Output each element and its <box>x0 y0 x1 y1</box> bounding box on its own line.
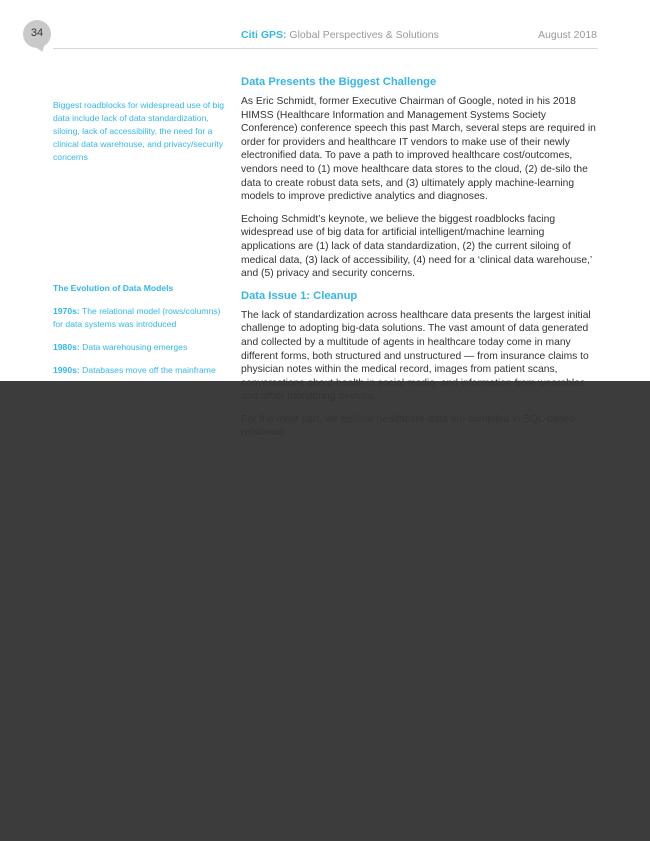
header-publication: Global Perspectives & Solutions <box>286 29 439 41</box>
sidebar-callout: Biggest roadblocks for widespread use of big data include lack of data standardization, siloing, lack of accessibility, the need for a clinical data warehouse, and privacy/security concerns <box>53 100 225 162</box>
section-heading: Data Presents the Biggest Challenge <box>241 76 437 88</box>
header-divider <box>53 48 598 49</box>
header-date: August 2018 <box>538 29 597 41</box>
timeline-item: 1990s: Databases move off the mainframe <box>53 365 216 375</box>
sidebar-timeline <box>53 282 231 387</box>
body-paragraph: As Eric Schmidt, former Executive Chairman of Google, noted in his 2018 HIMSS (Healthcare Information and Management Systems Society Conference) conference speech this past March, several steps are required in order for providers and healthcare IT vendors to make use of their newly electronified data. To pave a path to improved healthcare cost/outcomes, vendors need to (1) move healthcare data stores to the cloud, (2) de-silo the data to create robust data sets, and (3) ultimately apply machine-learning models to improve predictive analytics and diagnoses. <box>241 96 596 203</box>
body-paragraph: For the most part, we believe healthcare data are compiled in SQL-based relational <box>241 413 576 439</box>
section-heading: Data Issue 1: Cleanup <box>241 289 358 302</box>
timeline-title: The Evolution of Data Models <box>53 283 174 293</box>
header-brand: Citi GPS: <box>241 29 287 41</box>
body-paragraph: Echoing Schmidt’s keynote, we believe the biggest roadblocks facing widespread use of big data for artificial intelligent/machine learning applications are (1) lack of data standardization, (2) the current siloing of medical data, (3) lack of accessibility, (4) need for a ‘clinical data warehouse,’ and (5) privacy and security concerns. <box>241 213 592 280</box>
body-paragraph: The lack of standardization across healthcare data presents the largest initial challenge to adopting big-data solutions. The vast amount of data generated and collected by a multitude of agents in healthcare today come in many different forms, both structured and unstructured — from insurance claims to physician notes within the medical record, images from patient scans, conversations about health in social media, and information from wearables and other monitoring devices. <box>241 309 591 403</box>
timeline-item: 1970s: The relational model (rows/columns) for data systems was introduced <box>53 306 221 329</box>
main-column <box>241 76 599 449</box>
page-number: 34 <box>30 27 44 39</box>
running-header <box>241 29 439 41</box>
timeline-item: 1980s: Data warehousing emerges <box>53 342 188 352</box>
